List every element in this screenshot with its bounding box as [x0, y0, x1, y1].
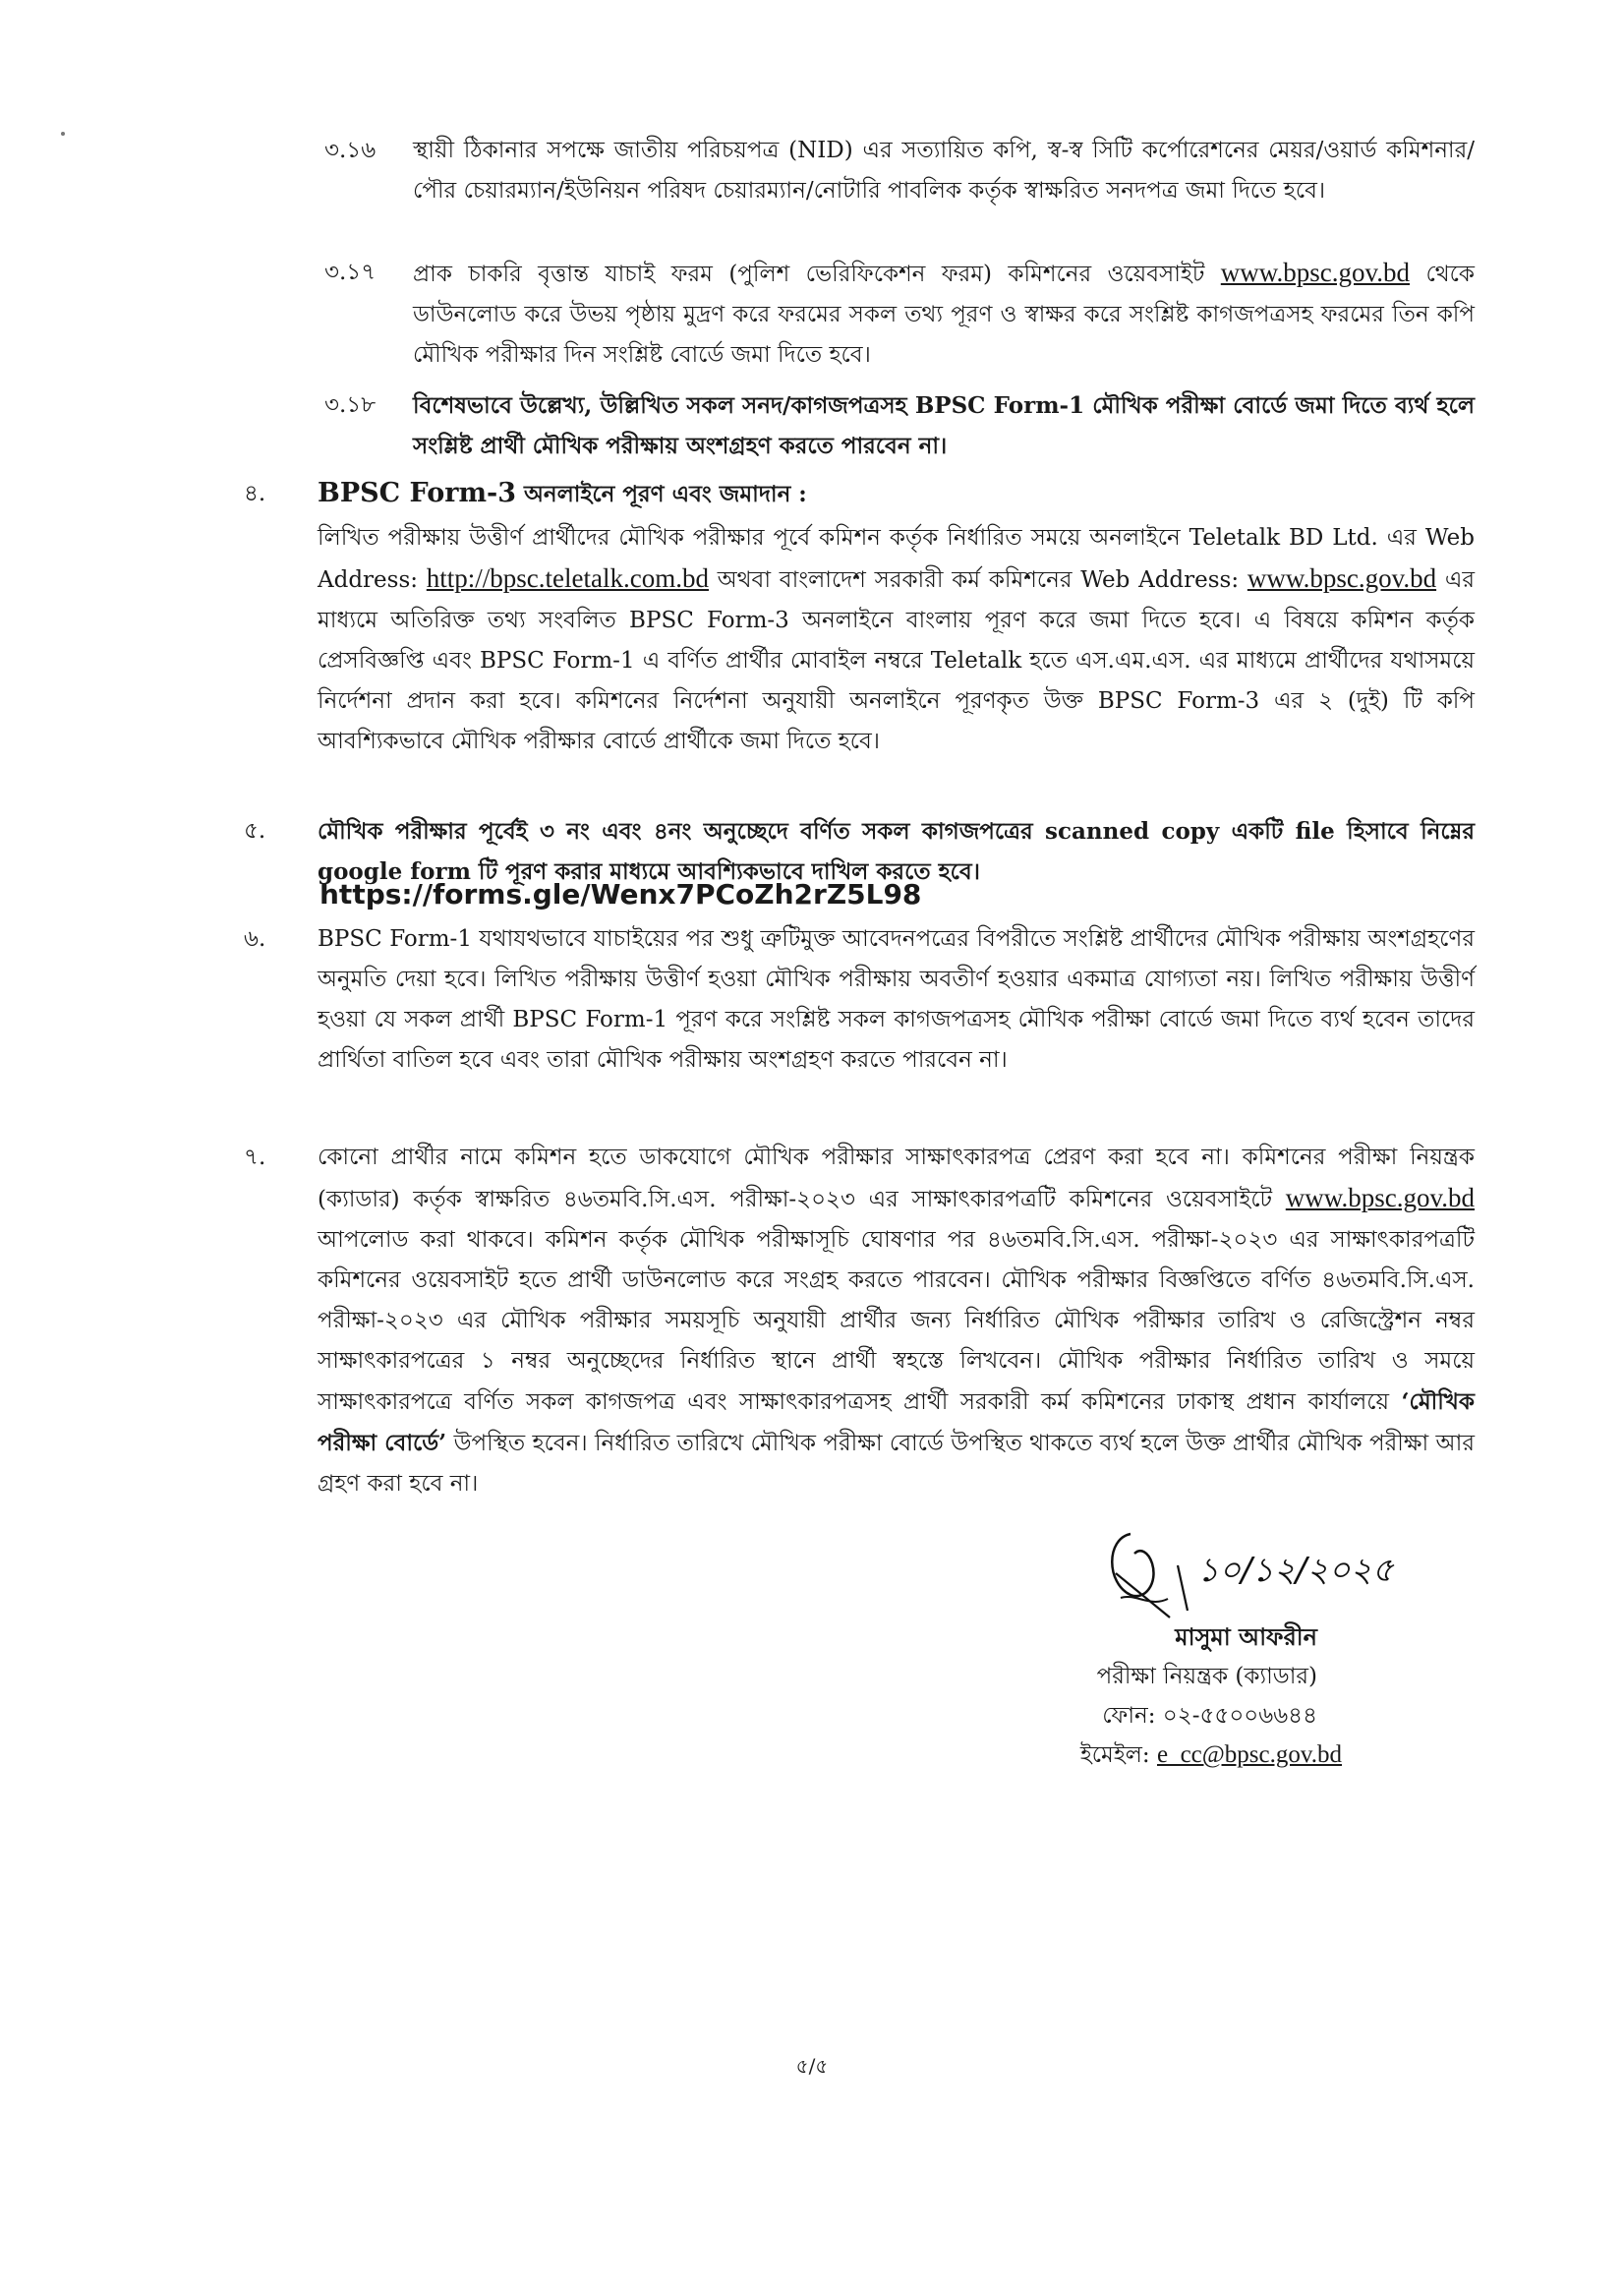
- signatory-name: মাসুমা আফরীন: [1175, 1622, 1317, 1651]
- item-number-7: ৭.: [244, 1145, 266, 1170]
- item-4-heading: [318, 472, 807, 516]
- item-3-17-text-after: থেকে ডাউনলোড করে উভয় পৃষ্ঠায় মুদ্রণ করে ফরমের সকল তথ্য পূরণ ও স্বাক্ষর করে সংশ্লিষ্ট কাগজপত্রসহ ফরমের তিন কপি মৌখিক পরীক্ষার দিন সংশ্লিষ্ট বোর্ডে জমা দিতে হবে।: [413, 262, 1475, 368]
- signatory-phone: [983, 1696, 1317, 1735]
- item-6-text: BPSC Form-1 যথাযথভাবে যাচাইয়ের পর শুধু ত্রুটিমুক্ত আবেদনপত্রের বিপরীতে সংশ্লিষ্ট প্রার্থীদের মৌখিক পরীক্ষায় অংশগ্রহণের অনুমতি দেয়া হবে। লিখিত পরীক্ষায় উত্তীর্ণ হওয়া মৌখিক পরীক্ষায় অবতীর্ণ হওয়ার একমাত্র যোগ্যতা নয়। লিখিত পরীক্ষায় উত্তীর্ণ হওয়া যে সকল প্রার্থী BPSC Form-1 পূরণ করে সংশ্লিষ্ট সকল কাগজপত্রসহ মৌখিক পরীক্ষা বোর্ডে জমা দিতে ব্যর্থ হবেন তাদের প্রার্থিতা বাতিল হবে এবং তারা মৌখিক পরীক্ষায় অংশগ্রহণ করতে পারবেন না।: [318, 926, 1475, 1073]
- item-3-17-text-before: প্রাক চাকরি বৃত্তান্ত যাচাই ফরম (পুলিশ ভেরিফিকেশন ফরম) কমিশনের ওয়েবসাইট: [413, 262, 1205, 287]
- item-number-4: ৪.: [244, 481, 266, 506]
- item-4-heading-en: BPSC Form-3: [318, 478, 516, 508]
- phone-number: ০২-৫৫০০৬৬৪৪: [1162, 1703, 1317, 1729]
- handwritten-date: ১০/১২/২০২৫: [1197, 1551, 1394, 1590]
- item-number-3-18: ৩.১৮: [324, 392, 377, 418]
- email-link[interactable]: e_cc@bpsc.gov.bd: [1156, 1741, 1342, 1768]
- viva-board-emphasis: ‘মৌখিক পরীক্ষা বোর্ডে’: [318, 1388, 1475, 1456]
- signatory-designation: পরীক্ষা নিয়ন্ত্রক (ক্যাডার): [1096, 1664, 1317, 1689]
- item-7-text-3: উপস্থিত হবেন। নির্ধারিত তারিখে মৌখিক পরীক্ষা বোর্ডে উপস্থিত থাকতে ব্যর্থ হলে উক্ত প্রার্থীর মৌখিক পরীক্ষা আর গ্রহণ করা হবে না।: [318, 1431, 1475, 1497]
- item-4-heading-bn: অনলাইনে পূরণ এবং জমাদান :: [524, 481, 807, 507]
- item-number-3-16: ৩.১৬: [324, 138, 377, 163]
- email-label: ইমেইল:: [1079, 1742, 1150, 1768]
- item-5-text: মৌখিক পরীক্ষার পূর্বেই ৩ নং এবং ৪নং অনুচ্ছেদে বর্ণিত সকল কাগজপত্রের scanned copy একটি file হিসাবে নিম্নের google form টি পূরণ করার মাধ্যমে আবশ্যিকভাবে দাখিল করতে হবে।: [318, 818, 1475, 885]
- item-number-6: ৬.: [244, 926, 266, 952]
- item-4-text: [318, 518, 1475, 762]
- signatory-email: [944, 1735, 1342, 1775]
- phone-label: ফোন:: [1102, 1703, 1156, 1729]
- bpsc-website-link[interactable]: www.bpsc.gov.bd: [1285, 1183, 1476, 1212]
- item-3-16-text: স্থায়ী ঠিকানার সপক্ষে জাতীয় পরিচয়পত্র (NID) এর সত্যায়িত কপি, স্ব-স্ব সিটি কর্পোরেশনের মেয়র/ওয়ার্ড কমিশনার/পৌর চেয়ারম্যান/ইউনিয়ন পরিষদ চেয়ারম্যান/নোটারি পাবলিক কর্তৃক স্বাক্ষরিত সনদপত্র জমা দিতে হবে।: [413, 138, 1475, 204]
- teletalk-link[interactable]: http://bpsc.teletalk.com.bd: [426, 563, 709, 593]
- item-4-text-2: অথবা বাংলাদেশ সরকারী কর্ম কমিশনের Web Address:: [717, 567, 1240, 593]
- item-4-text-3: এর মাধ্যমে অতিরিক্ত তথ্য সংবলিত BPSC Form-3 অনলাইনে বাংলায় পূরণ করে জমা দিতে হবে। এ বিষয়ে কমিশন কর্তৃক প্রেসবিজ্ঞপ্তি এবং BPSC Form-1 এ বর্ণিত প্রার্থীর মোবাইল নম্বরে Teletalk হতে এস.এম.এস. এর মাধ্যমে প্রার্থীদের যথাসময়ে নির্দেশনা প্রদান করা হবে। কমিশনের নির্দেশনা অনুযায়ী অনলাইনে পূরণকৃত উক্ত BPSC Form-3 এর ২ (দুই) টি কপি আবশ্যিকভাবে মৌখিক পরীক্ষার বোর্ডে প্রার্থীকে জমা দিতে হবে।: [318, 567, 1475, 754]
- scan-speck: [61, 132, 65, 136]
- item-7-text-1: কোনো প্রার্থীর নামে কমিশন হতে ডাকযোগে মৌখিক পরীক্ষার সাক্ষাৎকারপত্র প্রেরণ করা হবে না। কমিশনের পরীক্ষা নিয়ন্ত্রক (ক্যাডার) কর্তৃক স্বাক্ষরিত ৪৬তমবি.সি.এস. পরীক্ষা-২০২৩ এর সাক্ষাৎকারপত্রটি কমিশনের ওয়েবসাইটে: [318, 1145, 1475, 1212]
- item-number-5: ৫.: [244, 818, 266, 844]
- item-3-18-text: বিশেষভাবে উল্লেখ্য, উল্লিখিত সকল সনদ/কাগজপত্রসহ BPSC Form-1 মৌখিক পরীক্ষা বোর্ডে জমা দিতে ব্যর্থ হলে সংশ্লিষ্ট প্রার্থী মৌখিক পরীক্ষায় অংশগ্রহণ করতে পারবেন না।: [413, 392, 1475, 459]
- handwritten-signature: [1062, 1504, 1435, 1622]
- google-form-link[interactable]: https://forms.gle/Wenx7PCoZh2rZ5L98: [319, 878, 922, 911]
- item-number-3-17: ৩.১৭: [324, 260, 377, 285]
- item-7-text: [318, 1138, 1475, 1504]
- page-number: ৫/৫: [795, 2054, 829, 2078]
- bpsc-website-link[interactable]: www.bpsc.gov.bd: [1220, 258, 1411, 287]
- item-4-text-1: লিখিত পরীক্ষায় উত্তীর্ণ প্রার্থীদের মৌখিক পরীক্ষার পূর্বে কমিশন কর্তৃক নির্ধারিত সময়ে অনলাইনে Teletalk BD Ltd. এর Web Address:: [318, 525, 1475, 593]
- bpsc-website-link[interactable]: www.bpsc.gov.bd: [1247, 563, 1437, 593]
- item-7-text-2: আপলোড করা থাকবে। কমিশন কর্তৃক মৌখিক পরীক্ষাসূচি ঘোষণার পর ৪৬তমবি.সি.এস. পরীক্ষা-২০২৩ এর সাক্ষাৎকারপত্রটি কমিশনের ওয়েবসাইট হতে প্রার্থী ডাউনলোড করে সংগ্রহ করতে পারবেন। মৌখিক পরীক্ষার বিজ্ঞপ্তিতে বর্ণিত ৪৬তমবি.সি.এস. পরীক্ষা-২০২৩ এর মৌখিক পরীক্ষার সময়সূচি অনুযায়ী প্রার্থীর জন্য নির্ধারিত মৌখিক পরীক্ষার তারিখ ও রেজিস্ট্রেশন নম্বর সাক্ষাৎকারপত্রের ১ নম্বর অনুচ্ছেদের নির্ধারিত স্থানে প্রার্থী স্বহস্তে লিখবেন। মৌখিক পরীক্ষার নির্ধারিত তারিখ ও সময়ে সাক্ষাৎকারপত্রে বর্ণিত সকল কাগজপত্র এবং সাক্ষাৎকারপত্রসহ প্রার্থী সরকারী কর্ম কমিশনের ঢাকাস্থ প্রধান কার্যালয়ে: [318, 1227, 1475, 1415]
- item-3-17-text: [413, 253, 1475, 376]
